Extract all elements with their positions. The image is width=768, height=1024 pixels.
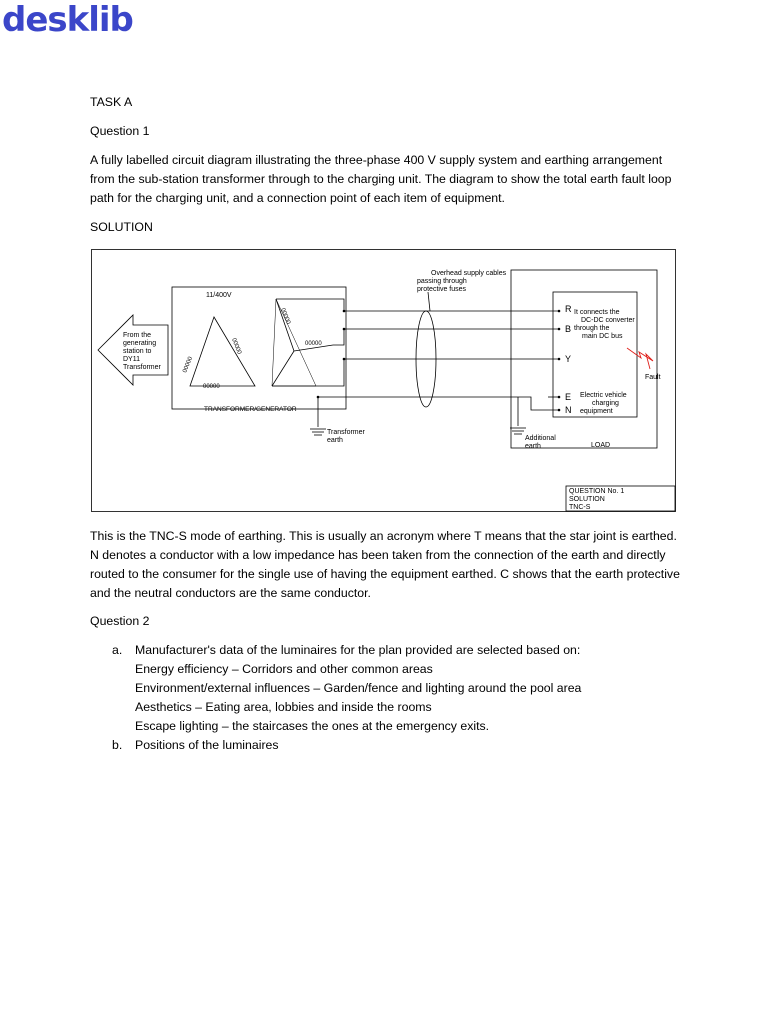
circuit-diagram <box>91 249 676 512</box>
fault-symbol <box>627 348 653 369</box>
star-winding <box>272 351 294 386</box>
list-line: Energy efficiency – Corridors and other common areas <box>135 662 433 676</box>
list-item <box>90 641 680 736</box>
delta-winding <box>190 317 255 386</box>
list-marker: a. <box>112 643 123 657</box>
neutral-label: N <box>565 405 572 415</box>
overhead-label: Overhead supply cables <box>431 270 507 277</box>
overhead-label: protective fuses <box>417 286 467 293</box>
source-label: station to <box>123 348 152 355</box>
titleblock-line: QUESTION No. 1 <box>569 488 625 495</box>
solution-heading: SOLUTION <box>90 220 153 234</box>
list-item <box>90 736 680 755</box>
diagram-frame <box>92 250 676 512</box>
tx-earth-label: Transformer <box>327 429 365 436</box>
question-2-list <box>90 641 680 755</box>
transformer-box <box>172 287 346 409</box>
source-label: Transformer <box>123 364 161 371</box>
converter-label: through the <box>574 325 610 332</box>
source-label: generating <box>123 340 157 347</box>
delta-coil-left: 00000 <box>182 356 195 374</box>
phase-r-line <box>276 299 559 311</box>
add-earth-label: Additional <box>525 435 556 442</box>
tx-earth-label: earth <box>327 437 343 444</box>
task-heading: TASK A <box>90 95 133 109</box>
phase-y-line <box>272 359 559 386</box>
phase-b-line <box>333 329 559 345</box>
transformer-earth-symbol <box>310 429 326 435</box>
earth-label: E <box>565 392 572 402</box>
converter-label: main DC bus <box>582 333 623 340</box>
overhead-label: passing through <box>417 278 467 285</box>
list-line: Escape lighting – the staircases the ones at the emergency exits. <box>135 719 490 733</box>
fault-label: Fault <box>645 374 661 381</box>
phase-b-label: B <box>565 324 572 334</box>
question-1-text: A fully labelled circuit diagram illustrating the three-phase 400 V supply system and earthing arrangement from the sub-station transformer through to the charging unit. The diagram to show the total earth fault loop path for the charging unit, and a connection point of each item of equipment. <box>90 153 672 205</box>
desklib-logo: desklib <box>2 0 133 40</box>
source-label: From the <box>123 332 152 339</box>
add-earth-label: earth <box>525 443 541 450</box>
source-label: DY11 <box>123 356 140 363</box>
list-line: Environment/external influences – Garden/fence and lighting around the pool area <box>135 681 582 695</box>
additional-earth-symbol <box>510 428 526 434</box>
star-coil: 00000 <box>305 341 322 347</box>
ev-label: charging <box>592 400 619 407</box>
list-line: Manufacturer's data of the luminaires for the plan provided are selected based on: <box>135 643 581 657</box>
question-2-heading: Question 2 <box>90 614 150 628</box>
question-1-heading: Question 1 <box>90 124 150 138</box>
list-line: Positions of the luminaires <box>135 738 279 752</box>
phase-y-label: Y <box>565 354 572 364</box>
overhead-leader <box>428 292 430 311</box>
star-coil-r: 00000 <box>279 307 291 326</box>
list-line: Aesthetics – Eating area, lobbies and inside the rooms <box>135 700 432 714</box>
ev-label: equipment <box>580 408 613 415</box>
delta-coil-right: 00000 <box>230 337 242 356</box>
voltage-label: 11/400V <box>206 292 232 299</box>
earthing-explanation: This is the TNC-S mode of earthing. This is usually an acronym where T means that the star joint is earthed. N denotes a conductor with a low impedance has been taken from the connection of the earth and directly routed to the consumer for the single use of having the equipment earthed. C shows that the earth protective and the neutral conductors are the same conductor. <box>90 529 680 600</box>
titleblock-line: SOLUTION <box>569 496 605 503</box>
transformer-label: TRANSFORMER/GENERATOR <box>204 406 297 413</box>
list-marker: b. <box>112 738 123 752</box>
delta-coil: 00000 <box>203 384 220 390</box>
converter-label: DC-DC converter <box>581 317 635 324</box>
phase-r-label: R <box>565 304 572 314</box>
titleblock-line: TNC-S <box>569 504 591 511</box>
ev-label: Electric vehicle <box>580 392 627 399</box>
load-label: LOAD <box>591 442 611 449</box>
converter-label: It connects the <box>574 309 620 316</box>
pen-line <box>318 397 559 410</box>
